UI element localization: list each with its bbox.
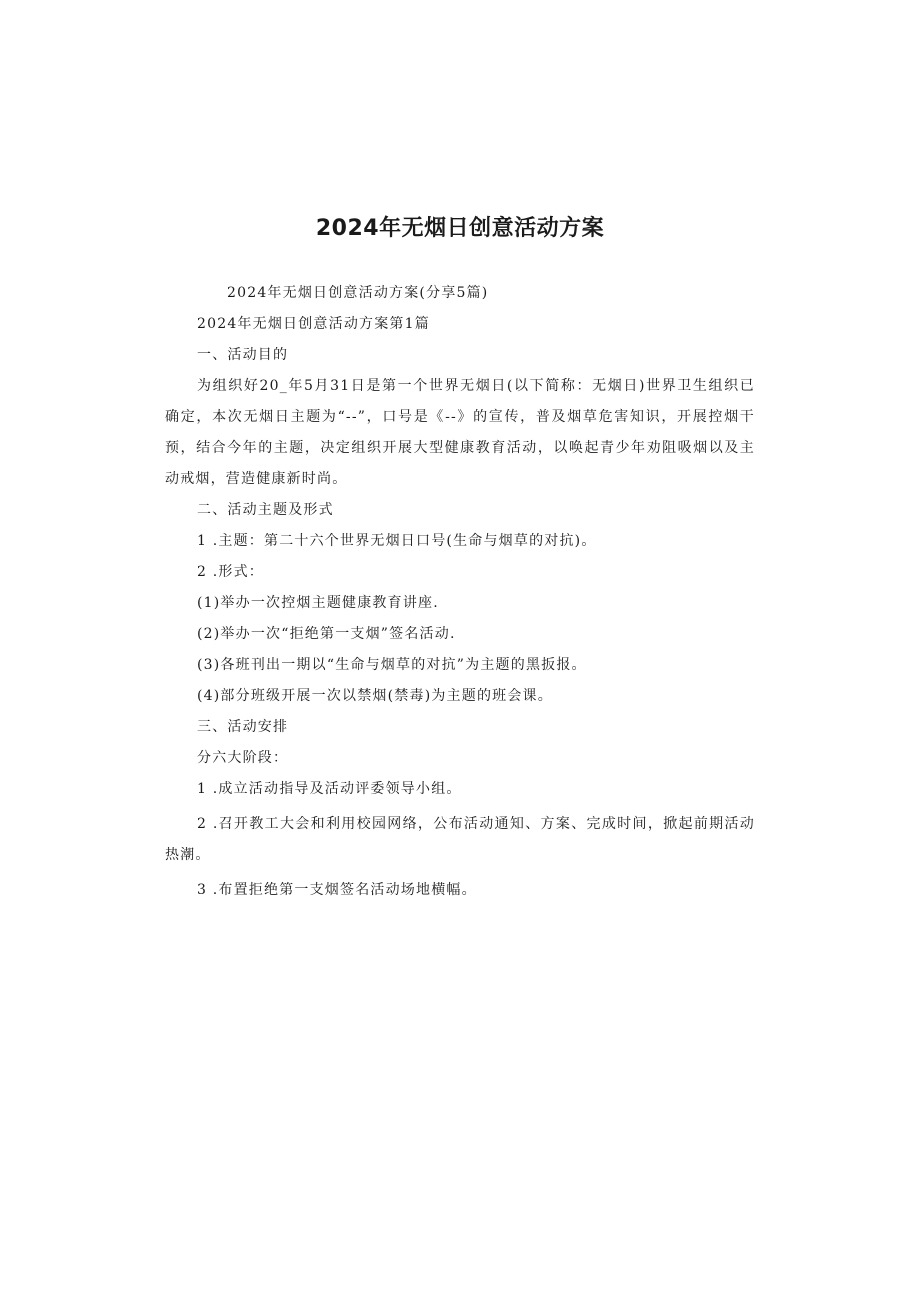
heading-theme-and-form: 二、活动主题及形式 xyxy=(197,502,334,518)
document-title: 2024年无烟日创意活动方案 xyxy=(315,216,605,241)
stage-3: 3 .布置拒绝第一支烟签名活动场地横幅。 xyxy=(197,882,477,898)
subitem-lecture: (1)举办一次控烟主题健康教育讲座. xyxy=(197,595,439,611)
subitem-blackboard: (3)各班刊出一期以“生命与烟草的对抗”为主题的黑扳报。 xyxy=(197,657,587,673)
paragraph-purpose: 为组织好20_年5月31日是第一个世界无烟日(以下简称：无烟日)世界卫生组织已确定，本次无烟日主题为“--”，口号是《--》的宣传，普及烟草危害知识，开展控烟干预，结合今年的主题，决定组织开展大型健康教育活动，以唤起青少年劝阻吸烟以及主动戒烟，营造健康新时尚。 xyxy=(165,378,755,487)
item-theme: 1 .主题：第二十六个世界无烟日口号(生命与烟草的对抗)。 xyxy=(197,533,597,549)
subtitle: 2024年无烟日创意活动方案(分享5篇) xyxy=(227,285,489,301)
section-heading: 2024年无烟日创意活动方案第1篇 xyxy=(197,316,430,332)
stages-intro: 分六大阶段： xyxy=(197,750,289,766)
document-body xyxy=(165,278,755,906)
subitem-signature: (2)举办一次“拒绝第一支烟”签名活动. xyxy=(197,626,456,642)
stage-1: 1 .成立活动指导及活动评委领导小组。 xyxy=(197,781,462,797)
item-form: 2 .形式： xyxy=(197,564,265,580)
subitem-class-meeting: (4)部分班级开展一次以禁烟(禁毒)为主题的班会课。 xyxy=(197,688,553,704)
stage-2: 2 .召开教工大会和利用校园网络，公布活动通知、方案、完成时间，掀起前期活动热潮。 xyxy=(165,816,755,863)
heading-activity-purpose: 一、活动目的 xyxy=(197,347,289,363)
heading-arrangement: 三、活动安排 xyxy=(197,719,289,735)
